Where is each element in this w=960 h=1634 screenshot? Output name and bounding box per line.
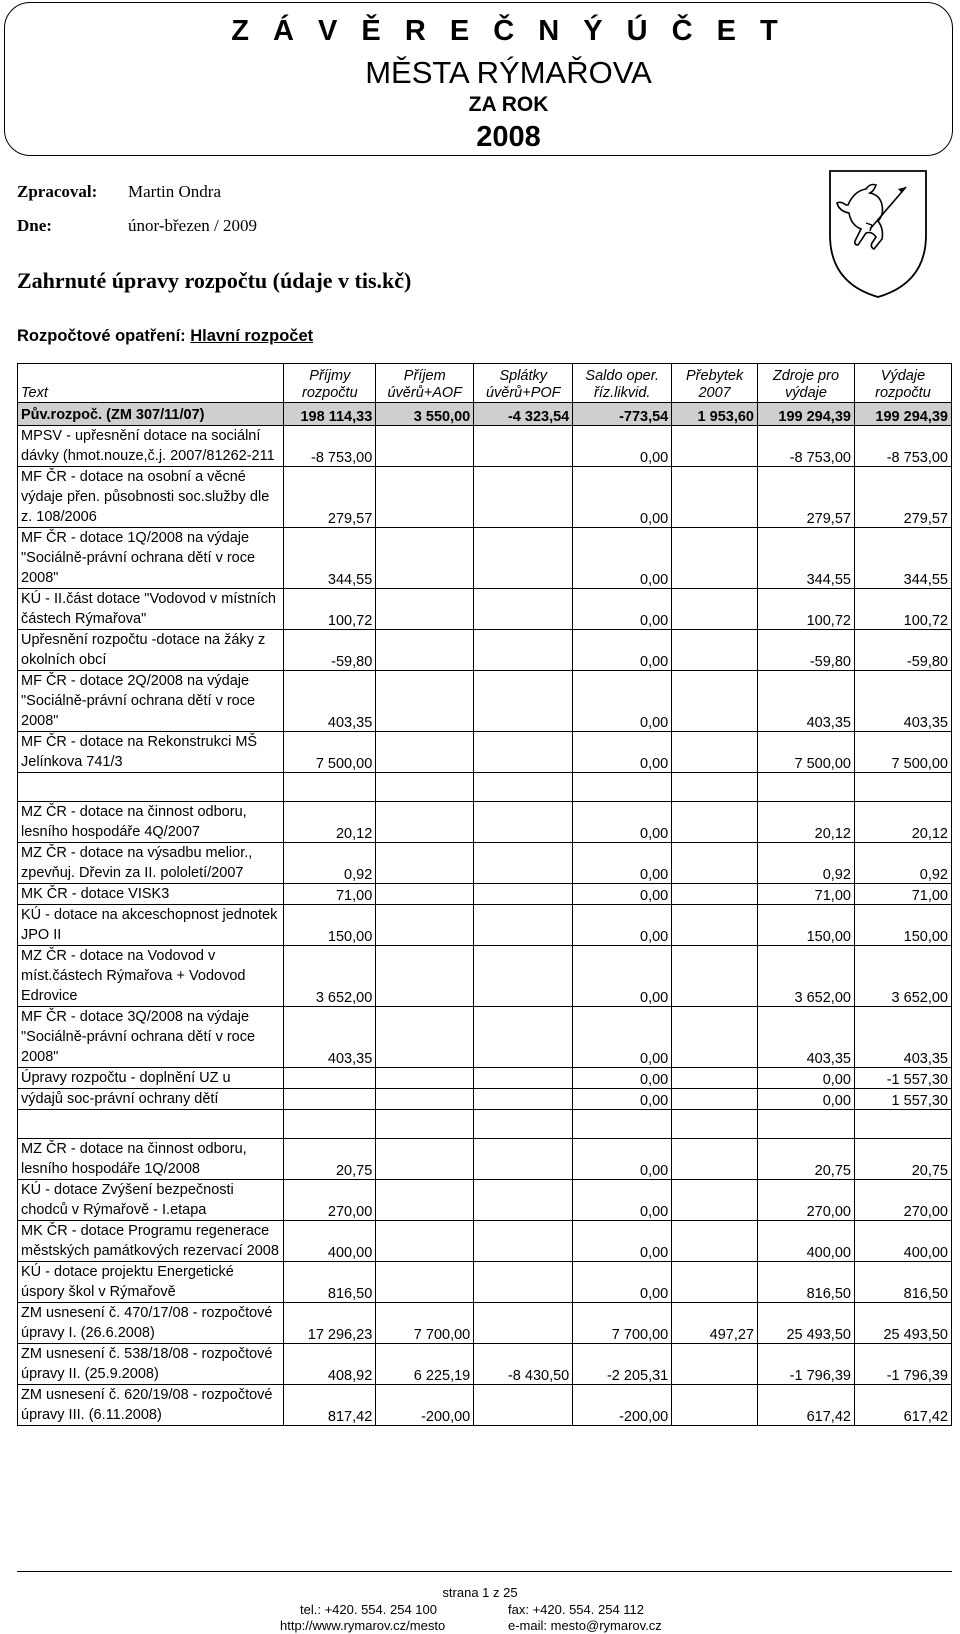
table-cell — [672, 773, 758, 802]
table-cell — [474, 1221, 573, 1262]
row-description: MPSV - upřesnění dotace na sociální dávky (hmot.nouze,č.j. 2007/81262-211 — [18, 426, 284, 467]
document-title: Z Á V Ě R E Č N Ý Ú Č E T — [231, 15, 786, 47]
row-description: MF ČR - dotace 3Q/2008 na výdaje "Sociálně-právní ochrana dětí v roce 2008" — [18, 1007, 284, 1068]
table-cell: -4 323,54 — [474, 403, 573, 426]
table-row — [18, 426, 952, 467]
table-cell — [474, 905, 573, 946]
row-description: MZ ČR - dotace na Vodovod v míst.částech Rýmařova + Vodovod Edrovice — [18, 946, 284, 1007]
table-row — [18, 802, 952, 843]
table-body — [18, 403, 952, 1426]
table-cell — [474, 528, 573, 589]
table-cell — [284, 773, 376, 802]
table-cell — [376, 589, 474, 630]
budget-measure-heading — [17, 327, 313, 346]
table-cell: 20,75 — [854, 1139, 951, 1180]
table-cell — [474, 1180, 573, 1221]
table-cell: 400,00 — [284, 1221, 376, 1262]
table-cell — [573, 773, 672, 802]
row-description: ZM usnesení č. 538/18/08 - rozpočtové úpravy II. (25.9.2008) — [18, 1344, 284, 1385]
table-cell: 400,00 — [854, 1221, 951, 1262]
table-cell: 270,00 — [757, 1180, 854, 1221]
row-description: ZM usnesení č. 620/19/08 - rozpočtové úpravy III. (6.11.2008) — [18, 1385, 284, 1426]
table-cell — [376, 671, 474, 732]
table-cell — [672, 884, 758, 905]
table-cell — [672, 843, 758, 884]
spacer-row — [18, 773, 952, 802]
budget-table — [17, 363, 952, 1426]
table-cell: 0,00 — [573, 589, 672, 630]
table-cell — [376, 1221, 474, 1262]
table-cell: 270,00 — [284, 1180, 376, 1221]
table-cell — [474, 1110, 573, 1139]
table-cell — [474, 467, 573, 528]
row-description: výdajů soc-právní ochrany dětí — [18, 1089, 284, 1110]
table-cell: 7 700,00 — [573, 1303, 672, 1344]
table-cell: -8 430,50 — [474, 1344, 573, 1385]
column-header: Výdaje rozpočtu — [854, 364, 951, 403]
table-cell — [376, 1180, 474, 1221]
table-cell: 20,12 — [757, 802, 854, 843]
table-cell: 0,92 — [284, 843, 376, 884]
table-cell: 279,57 — [284, 467, 376, 528]
table-cell — [474, 843, 573, 884]
table-cell: -200,00 — [376, 1385, 474, 1426]
table-cell: 0,00 — [573, 1139, 672, 1180]
table-cell: 403,35 — [854, 671, 951, 732]
table-cell: -1 796,39 — [854, 1344, 951, 1385]
column-header: Přebytek 2007 — [672, 364, 758, 403]
table-cell: 198 114,33 — [284, 403, 376, 426]
row-description: MZ ČR - dotace na činnost odboru, lesního hospodáře 1Q/2008 — [18, 1139, 284, 1180]
table-cell: 0,00 — [573, 1089, 672, 1110]
column-header: Text — [18, 364, 284, 403]
spacer-row — [18, 1110, 952, 1139]
row-description: MF ČR - dotace na Rekonstrukci MŠ Jelínkova 741/3 — [18, 732, 284, 773]
table-cell — [672, 1221, 758, 1262]
table-cell — [376, 773, 474, 802]
main-budget-link: Hlavní rozpočet — [190, 327, 314, 345]
table-cell: 0,00 — [757, 1068, 854, 1089]
table-cell — [672, 630, 758, 671]
row-description: ZM usnesení č. 470/17/08 - rozpočtové úpravy I. (26.6.2008) — [18, 1303, 284, 1344]
table-cell: 3 652,00 — [757, 946, 854, 1007]
table-cell — [474, 630, 573, 671]
footer-fax: fax: +420. 554. 254 112 — [508, 1602, 645, 1617]
row-description — [18, 773, 284, 802]
table-cell — [672, 671, 758, 732]
table-cell — [376, 630, 474, 671]
table-cell: 0,00 — [573, 1068, 672, 1089]
table-cell: 0,00 — [573, 426, 672, 467]
table-cell: -1 796,39 — [757, 1344, 854, 1385]
table-cell: 403,35 — [854, 1007, 951, 1068]
year-label: ZA ROK — [468, 93, 549, 116]
table-cell: 279,57 — [854, 467, 951, 528]
table-cell — [376, 1068, 474, 1089]
table-cell: 0,00 — [573, 946, 672, 1007]
table-cell: -773,54 — [573, 403, 672, 426]
table-cell: 199 294,39 — [854, 403, 951, 426]
table-cell — [376, 905, 474, 946]
table-cell — [474, 1139, 573, 1180]
table-cell: 403,35 — [284, 1007, 376, 1068]
table-cell — [672, 1110, 758, 1139]
table-cell — [474, 1385, 573, 1426]
table-cell — [376, 843, 474, 884]
row-description: MZ ČR - dotace na činnost odboru, lesního hospodáře 4Q/2007 — [18, 802, 284, 843]
table-row — [18, 1180, 952, 1221]
table-cell — [474, 1262, 573, 1303]
table-cell: 0,00 — [757, 1089, 854, 1110]
table-row — [18, 1089, 952, 1110]
column-header: Splátky úvěrů+POF — [474, 364, 573, 403]
initial-budget-row — [18, 403, 952, 426]
prepared-label: Zpracoval: — [17, 182, 98, 201]
table-cell: -59,80 — [757, 630, 854, 671]
table-cell — [672, 1068, 758, 1089]
table-cell: 270,00 — [854, 1180, 951, 1221]
table-cell: 100,72 — [757, 589, 854, 630]
column-header: Saldo oper. říz.likvid. — [573, 364, 672, 403]
table-row — [18, 732, 952, 773]
table-cell: 17 296,23 — [284, 1303, 376, 1344]
table-row — [18, 843, 952, 884]
table-cell — [474, 773, 573, 802]
table-row — [18, 905, 952, 946]
row-description: KÚ - dotace na akceschopnost jednotek JPO II — [18, 905, 284, 946]
table-cell: 7 700,00 — [376, 1303, 474, 1344]
table-cell: 20,75 — [757, 1139, 854, 1180]
table-cell — [474, 426, 573, 467]
date-value: únor-březen / 2009 — [128, 216, 258, 235]
table-cell — [672, 589, 758, 630]
table-cell: 279,57 — [757, 467, 854, 528]
table-cell: 0,92 — [757, 843, 854, 884]
table-cell: 816,50 — [854, 1262, 951, 1303]
table-cell: 617,42 — [854, 1385, 951, 1426]
table-cell — [474, 1303, 573, 1344]
table-cell: 150,00 — [757, 905, 854, 946]
row-description: KÚ - dotace projektu Energetické úspory škol v Rýmařově — [18, 1262, 284, 1303]
row-description: MK ČR - dotace Programu regenerace městských památkových rezervací 2008 — [18, 1221, 284, 1262]
table-row — [18, 1221, 952, 1262]
table-cell — [474, 589, 573, 630]
table-cell: 0,00 — [573, 802, 672, 843]
table-row — [18, 1303, 952, 1344]
table-cell — [474, 1068, 573, 1089]
table-cell — [376, 1262, 474, 1303]
row-description: KÚ - dotace Zvýšení bezpečnosti chodců v Rýmařově - I.etapa — [18, 1180, 284, 1221]
table-header-row — [18, 364, 952, 403]
table-cell: -200,00 — [573, 1385, 672, 1426]
column-header: Příjmy rozpočtu — [284, 364, 376, 403]
table-cell — [672, 426, 758, 467]
table-cell: 20,75 — [284, 1139, 376, 1180]
table-cell: 3 652,00 — [854, 946, 951, 1007]
table-cell — [672, 1344, 758, 1385]
column-header: Zdroje pro výdaje — [757, 364, 854, 403]
table-cell — [376, 1139, 474, 1180]
year-value: 2008 — [476, 121, 541, 153]
table-cell: 25 493,50 — [757, 1303, 854, 1344]
row-description: MZ ČR - dotace na výsadbu melior., zpevňuj. Dřevin za II. pololetí/2007 — [18, 843, 284, 884]
table-row — [18, 467, 952, 528]
table-cell: 71,00 — [854, 884, 951, 905]
table-cell — [672, 1089, 758, 1110]
row-description: MF ČR - dotace 2Q/2008 na výdaje "Sociálně-právní ochrana dětí v roce 2008" — [18, 671, 284, 732]
table-cell: 1 557,30 — [854, 1089, 951, 1110]
table-cell: 403,35 — [757, 671, 854, 732]
table-cell — [573, 1110, 672, 1139]
table-cell — [376, 802, 474, 843]
table-cell: 344,55 — [757, 528, 854, 589]
table-cell — [854, 1110, 951, 1139]
table-cell — [376, 467, 474, 528]
table-row — [18, 946, 952, 1007]
table-cell — [284, 1089, 376, 1110]
table-cell: 71,00 — [284, 884, 376, 905]
table-cell: -2 205,31 — [573, 1344, 672, 1385]
table-row — [18, 1262, 952, 1303]
table-cell: -8 753,00 — [284, 426, 376, 467]
table-cell: 344,55 — [284, 528, 376, 589]
column-header: Příjem úvěrů+AOF — [376, 364, 474, 403]
table-cell: 1 953,60 — [672, 403, 758, 426]
table-cell: 199 294,39 — [757, 403, 854, 426]
city-crest-emblem — [826, 165, 930, 300]
table-row — [18, 630, 952, 671]
table-cell — [672, 1139, 758, 1180]
row-description: MF ČR - dotace na osobní a věcné výdaje přen. působnosti soc.služby dle z. 108/2006 — [18, 467, 284, 528]
section-heading: Zahrnuté úpravy rozpočtu (údaje v tis.kč) — [17, 268, 412, 293]
table-cell — [474, 946, 573, 1007]
table-cell: 816,50 — [284, 1262, 376, 1303]
row-description: KÚ - II.část dotace "Vodovod v místních částech Rýmařova" — [18, 589, 284, 630]
table-cell — [672, 802, 758, 843]
table-row — [18, 589, 952, 630]
table-cell — [474, 802, 573, 843]
table-row — [18, 671, 952, 732]
table-cell — [672, 1262, 758, 1303]
table-cell — [672, 946, 758, 1007]
subheading-prefix: Rozpočtové opatření: — [17, 327, 191, 345]
table-cell — [376, 426, 474, 467]
date-label: Dne: — [17, 216, 52, 235]
table-cell: -8 753,00 — [854, 426, 951, 467]
table-row — [18, 1385, 952, 1426]
footer-website-link[interactable]: http://www.rymarov.cz/mesto — [280, 1618, 446, 1633]
table-row — [18, 884, 952, 905]
table-cell — [672, 905, 758, 946]
table-cell: 403,35 — [284, 671, 376, 732]
table-cell — [474, 884, 573, 905]
table-cell: 403,35 — [757, 1007, 854, 1068]
page-number: strana 1 z 25 — [442, 1585, 518, 1600]
table-cell: 497,27 — [672, 1303, 758, 1344]
table-cell: 20,12 — [854, 802, 951, 843]
table-cell: 100,72 — [284, 589, 376, 630]
table-cell: 0,00 — [573, 630, 672, 671]
table-cell: 400,00 — [757, 1221, 854, 1262]
table-cell: 0,00 — [573, 671, 672, 732]
row-description: Úpravy rozpočtu - doplnění UZ u — [18, 1068, 284, 1089]
table-cell: 0,00 — [573, 905, 672, 946]
footer-email-link[interactable]: e-mail: mesto@rymarov.cz — [508, 1618, 662, 1633]
table-cell — [376, 1089, 474, 1110]
table-cell — [376, 732, 474, 773]
table-cell — [757, 773, 854, 802]
table-cell — [376, 528, 474, 589]
table-cell: 0,00 — [573, 528, 672, 589]
table-cell — [376, 884, 474, 905]
table-cell — [672, 732, 758, 773]
table-cell — [854, 773, 951, 802]
table-cell — [672, 467, 758, 528]
table-cell: 0,00 — [573, 1007, 672, 1068]
table-cell: 0,00 — [573, 1221, 672, 1262]
table-cell: 0,00 — [573, 1262, 672, 1303]
row-description — [18, 1110, 284, 1139]
table-cell: 7 500,00 — [854, 732, 951, 773]
footer-divider — [17, 1571, 952, 1572]
table-row — [18, 1068, 952, 1089]
table-cell: -59,80 — [854, 630, 951, 671]
table-cell — [474, 1007, 573, 1068]
table-cell: 0,00 — [573, 884, 672, 905]
title-box — [4, 2, 953, 156]
table-cell: 3 550,00 — [376, 403, 474, 426]
table-cell — [284, 1110, 376, 1139]
table-cell: 0,92 — [854, 843, 951, 884]
table-cell: 0,00 — [573, 1180, 672, 1221]
table-cell: -8 753,00 — [757, 426, 854, 467]
table-row — [18, 1139, 952, 1180]
row-description: MK ČR - dotace VISK3 — [18, 884, 284, 905]
table-cell — [376, 1110, 474, 1139]
prepared-value: Martin Ondra — [128, 182, 222, 201]
table-cell: 7 500,00 — [757, 732, 854, 773]
table-cell — [376, 1007, 474, 1068]
table-cell: 817,42 — [284, 1385, 376, 1426]
table-cell: 344,55 — [854, 528, 951, 589]
table-cell: -1 557,30 — [854, 1068, 951, 1089]
table-cell: 25 493,50 — [854, 1303, 951, 1344]
table-cell: 408,92 — [284, 1344, 376, 1385]
table-row — [18, 1344, 952, 1385]
table-cell: Pův.rozpoč. (ZM 307/11/07) — [18, 403, 284, 426]
table-cell — [474, 1089, 573, 1110]
table-cell: 0,00 — [573, 732, 672, 773]
table-cell — [474, 671, 573, 732]
table-cell: 3 652,00 — [284, 946, 376, 1007]
table-cell: -59,80 — [284, 630, 376, 671]
table-cell — [672, 528, 758, 589]
table-row — [18, 528, 952, 589]
table-cell — [474, 732, 573, 773]
table-cell: 617,42 — [757, 1385, 854, 1426]
table-cell — [376, 946, 474, 1007]
table-cell: 7 500,00 — [284, 732, 376, 773]
table-cell: 6 225,19 — [376, 1344, 474, 1385]
table-cell: 20,12 — [284, 802, 376, 843]
table-cell — [757, 1110, 854, 1139]
table-cell — [284, 1068, 376, 1089]
table-row — [18, 1007, 952, 1068]
table-cell — [672, 1007, 758, 1068]
table-cell: 71,00 — [757, 884, 854, 905]
table-cell: 150,00 — [854, 905, 951, 946]
table-cell: 150,00 — [284, 905, 376, 946]
city-name: MĚSTA RÝMAŘOVA — [365, 55, 652, 90]
table-cell — [672, 1180, 758, 1221]
footer-phone: tel.: +420. 554. 254 100 — [300, 1602, 437, 1617]
table-cell — [672, 1385, 758, 1426]
table-cell: 816,50 — [757, 1262, 854, 1303]
row-description: Upřesnění rozpočtu -dotace na žáky z okolních obcí — [18, 630, 284, 671]
table-cell: 0,00 — [573, 843, 672, 884]
table-cell: 0,00 — [573, 467, 672, 528]
table-cell: 100,72 — [854, 589, 951, 630]
row-description: MF ČR - dotace 1Q/2008 na výdaje "Sociálně-právní ochrana dětí v roce 2008" — [18, 528, 284, 589]
